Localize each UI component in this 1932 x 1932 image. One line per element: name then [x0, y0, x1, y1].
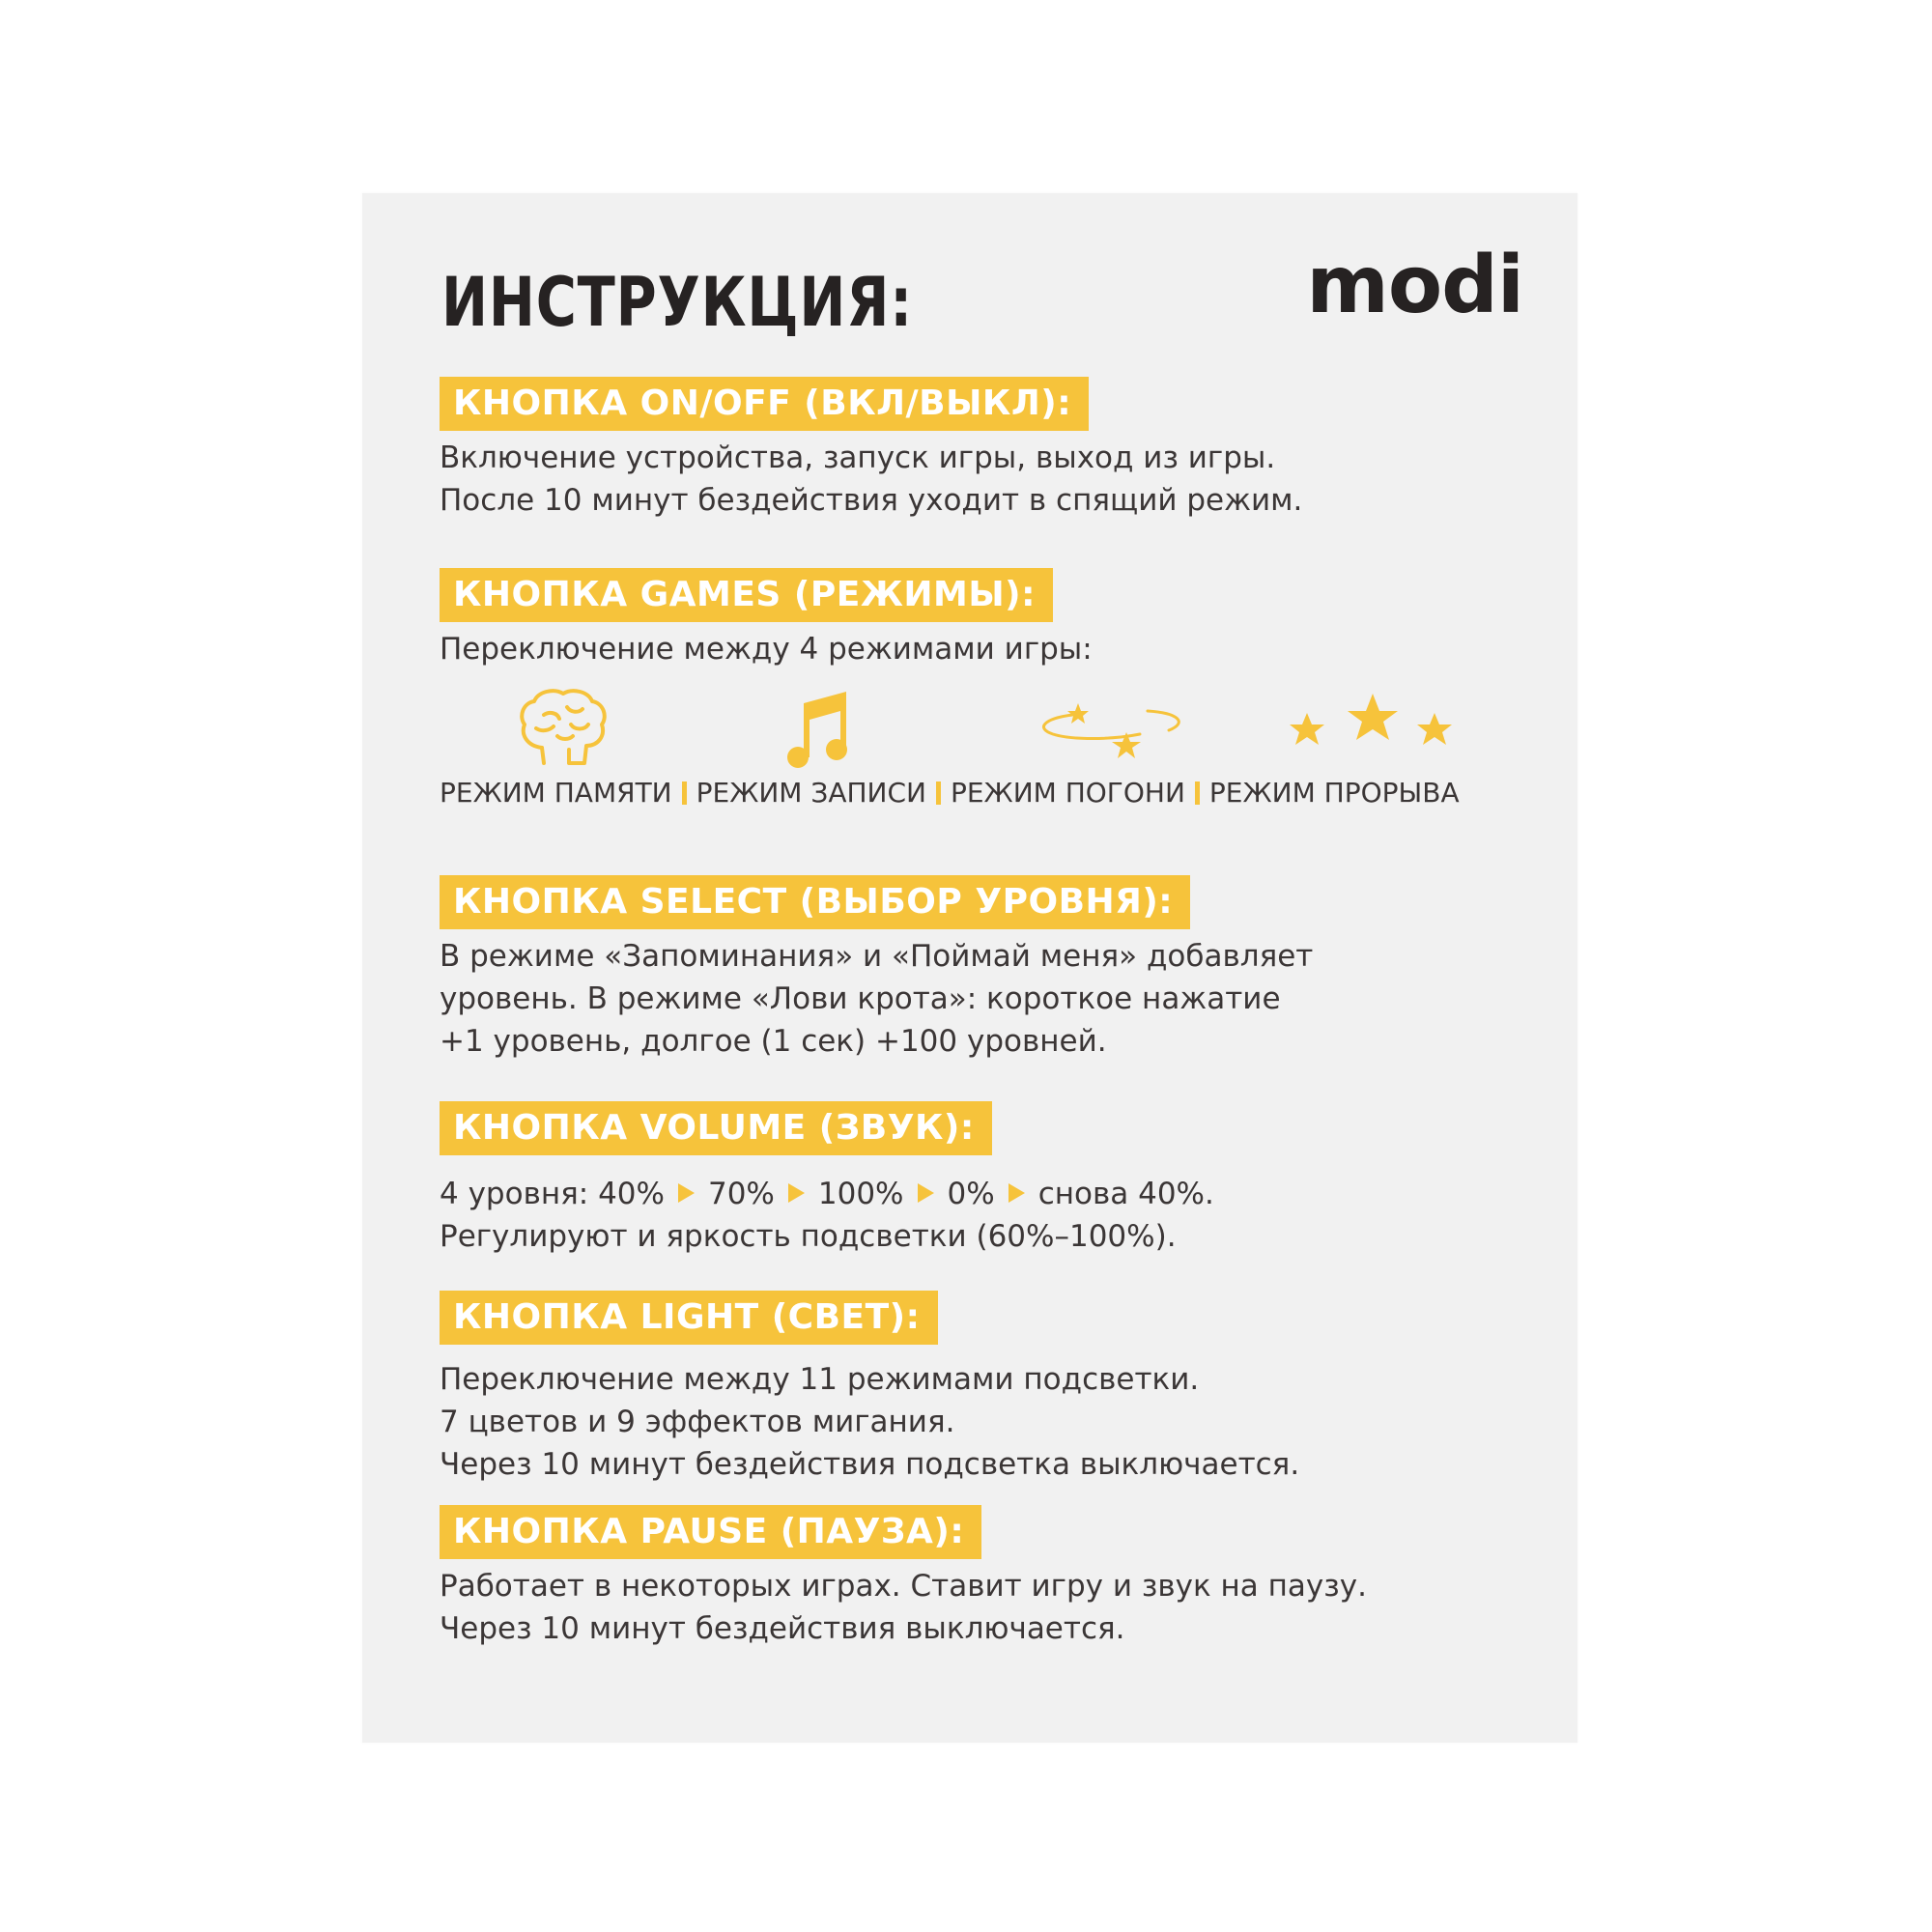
three-stars-icon: [1280, 686, 1463, 769]
section-heading: КНОПКА ON/OFF (ВКЛ/ВЫКЛ):: [440, 377, 1089, 431]
mode-label-record: РЕЖИМ ЗАПИСИ: [696, 777, 926, 809]
body-line: уровень. В режиме «Лови крота»: короткое нажатие: [440, 981, 1281, 1016]
section-games: [440, 568, 1093, 670]
section-onoff: [440, 377, 1302, 522]
body-line: 7 цветов и 9 эффектов мигания.: [440, 1405, 955, 1439]
separator: [682, 781, 687, 805]
volume-prefix: 4 уровня:: [440, 1177, 599, 1211]
volume-level: 100%: [817, 1177, 904, 1211]
body-line: Включение устройства, запуск игры, выход из игры.: [440, 440, 1276, 475]
arrow-icon: [788, 1183, 805, 1203]
section-heading: КНОПКА PAUSE (ПАУЗА):: [440, 1505, 981, 1559]
music-note-icon: [782, 686, 860, 769]
mode-labels: [440, 771, 1460, 815]
arrow-icon: [1009, 1183, 1025, 1203]
section-heading: КНОПКА VOLUME (ЗВУК):: [440, 1101, 992, 1155]
section-heading: КНОПКА SELECT (ВЫБОР УРОВНЯ):: [440, 875, 1190, 929]
section-body: [440, 935, 1313, 1063]
body-line: Через 10 минут бездействия выключается.: [440, 1611, 1125, 1646]
body-line: Переключение между 4 режимами игры:: [440, 632, 1093, 667]
separator: [936, 781, 941, 805]
mode-label-memory: РЕЖИМ ПАМЯТИ: [440, 777, 672, 809]
page-title: ИНСТРУКЦИЯ:: [441, 263, 914, 342]
volume-suffix: снова 40%.: [1037, 1177, 1214, 1211]
section-light: [440, 1291, 1299, 1486]
mode-label-breakthrough: РЕЖИМ ПРОРЫВА: [1208, 777, 1460, 809]
section-body: [440, 437, 1302, 522]
volume-level: 40%: [598, 1177, 665, 1211]
section-volume: [440, 1101, 1214, 1258]
volume-level: 0%: [947, 1177, 995, 1211]
section-heading: КНОПКА LIGHT (СВЕТ):: [440, 1291, 938, 1345]
section-body: [440, 628, 1093, 670]
body-line: Работает в некоторых играх. Ставит игру и звук на паузу.: [440, 1569, 1367, 1604]
section-pause: [440, 1505, 1367, 1650]
brand-logo: modi: [1306, 240, 1523, 331]
volume-levels-line: [440, 1173, 1214, 1215]
body-line: После 10 минут бездействия уходит в спящий режим.: [440, 483, 1303, 518]
brain-icon: [515, 686, 611, 769]
section-body: [440, 1358, 1299, 1486]
instruction-card: [362, 193, 1577, 1743]
volume-level: 70%: [707, 1177, 775, 1211]
section-body: [440, 1565, 1367, 1650]
body-line: В режиме «Запоминания» и «Поймай меня» добавляет: [440, 939, 1314, 974]
arrow-icon: [678, 1183, 695, 1203]
body-line: Переключение между 11 режимами подсветки.: [440, 1362, 1200, 1397]
section-select: [440, 875, 1313, 1063]
body-line: Через 10 минут бездействия подсветка выключается.: [440, 1447, 1300, 1482]
body-line: +1 уровень, долгое (1 сек) +100 уровней.: [440, 1024, 1107, 1059]
body-line: Регулируют и яркость подсветки (60%–100%).: [440, 1219, 1177, 1254]
section-heading: КНОПКА GAMES (РЕЖИМЫ):: [440, 568, 1053, 622]
separator: [1195, 781, 1200, 805]
mode-label-chase: РЕЖИМ ПОГОНИ: [950, 777, 1185, 809]
arrow-icon: [918, 1183, 934, 1203]
section-body: [440, 1173, 1214, 1258]
orbit-stars-icon: [1034, 686, 1188, 769]
